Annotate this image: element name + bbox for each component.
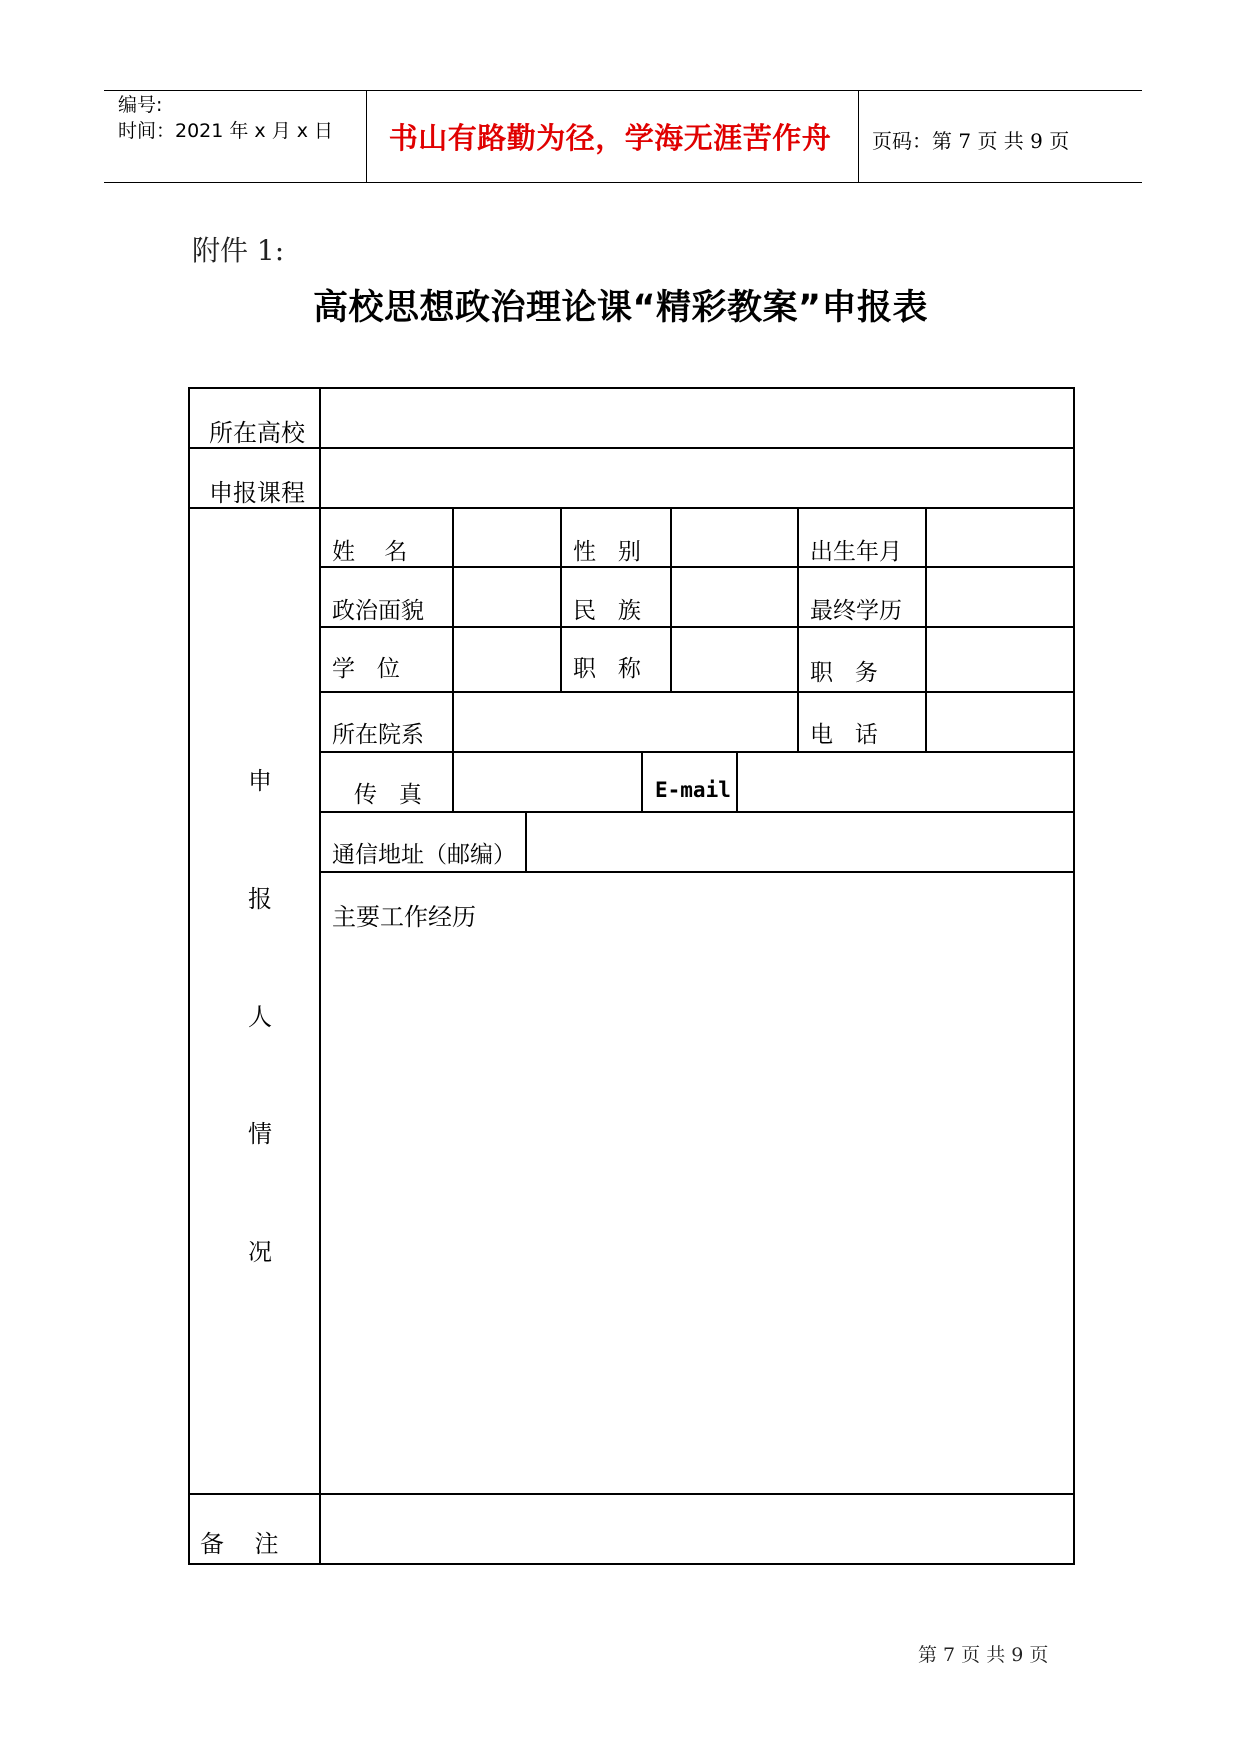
birth-date-label: 出生年月 (810, 539, 902, 565)
email-label: E-mail (655, 778, 731, 802)
education-label: 最终学历 (810, 598, 902, 624)
ethnicity-label: 民 族 (573, 598, 641, 624)
work-experience-label: 主要工作经历 (332, 903, 476, 931)
address-label: 通信地址（邮编） (332, 842, 516, 868)
course-label: 申报课程 (209, 479, 305, 507)
remarks-label: 备 注 (200, 1530, 279, 1558)
footer-page-number: 第 7 页 共 9 页 (918, 1644, 1049, 1666)
gender-label: 性 别 (573, 539, 641, 565)
name-label: 姓 名 (332, 539, 408, 565)
applicant-char-3: 人 (248, 1003, 272, 1031)
applicant-char-5: 况 (248, 1238, 272, 1266)
fax-label: 传 真 (354, 782, 422, 808)
header-divider-right (858, 90, 859, 182)
header-bottom-rule (104, 182, 1142, 183)
political-status-label: 政治面貌 (332, 598, 424, 624)
applicant-char-4: 情 (248, 1120, 272, 1148)
department-label: 所在院系 (332, 722, 424, 748)
applicant-char-2: 报 (248, 885, 272, 913)
degree-label: 学 位 (332, 656, 400, 682)
serial-number-label: 编号: (118, 94, 163, 116)
form-title: 高校思想政治理论课“精彩教案”申报表 (312, 288, 928, 328)
header-divider-left (366, 90, 367, 182)
time-label: 时间：2021 年 x 月 x 日 (118, 120, 334, 142)
annex-label: 附件 1: (192, 234, 285, 267)
applicant-char-1: 申 (248, 767, 272, 795)
phone-label: 电 话 (810, 722, 878, 748)
professional-title-label: 职 称 (573, 656, 641, 682)
position-label: 职 务 (810, 660, 878, 686)
header-meta (118, 92, 333, 144)
school-label: 所在高校 (209, 419, 305, 447)
header-page-number: 页码：第 7 页 共 9 页 (872, 129, 1070, 153)
header-motto: 书山有路勤为径，学海无涯苦作舟 (388, 121, 832, 155)
header-top-rule (104, 90, 1142, 91)
